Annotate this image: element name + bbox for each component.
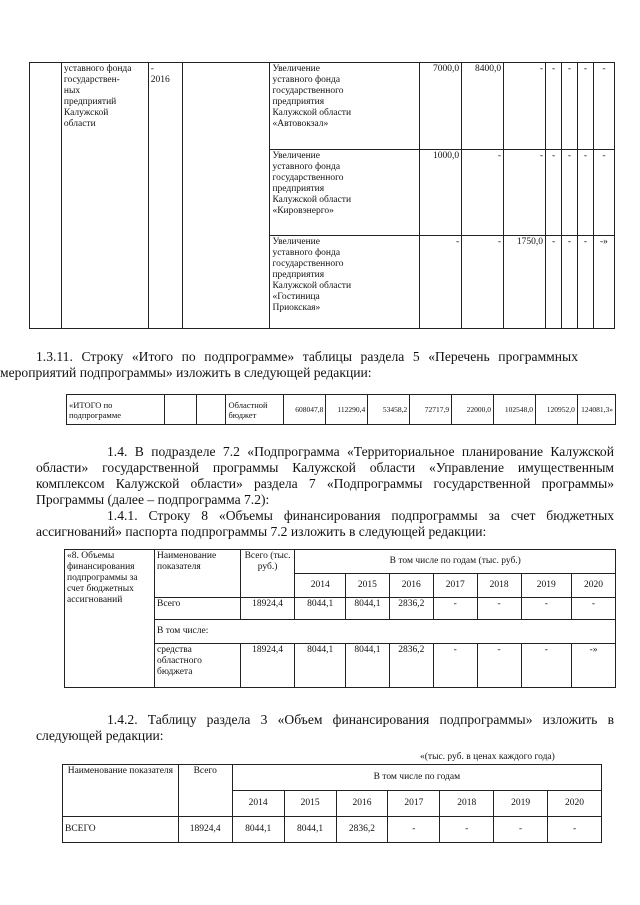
value-cell: 2836,2	[389, 644, 433, 688]
header-name: Наименование показателя	[63, 765, 179, 817]
table-row	[30, 63, 615, 150]
value-cell: -	[477, 598, 521, 620]
row-name: ВСЕГО	[63, 817, 179, 843]
cell-desc	[270, 63, 420, 150]
value-cell: -	[504, 150, 546, 236]
desc-line: уставного фонда	[272, 248, 341, 258]
value-cell: -	[494, 817, 548, 843]
year-header: 2018	[440, 791, 494, 817]
value-cell: -	[577, 150, 593, 236]
year-text: 2016	[150, 75, 170, 85]
desc-line: Увеличение	[272, 64, 320, 74]
year-header: 2019	[494, 791, 548, 817]
value-cell: -	[572, 598, 616, 620]
value-cell: 608047,8	[284, 395, 326, 425]
desc-line: государственного	[272, 86, 344, 96]
value-cell: 22000,0	[452, 395, 494, 425]
paragraph-1-4: 1.4. В подразделе 7.2 «Подпрограмма «Территориальное планирование Калужской области» государственной программы Калужской области «Управление имущественным комплексом Калужской области» раздела 7 «Подпрограммы государственной программы» Программы (далее – подпрограмма 7.2):	[36, 444, 614, 507]
year-header: 2014	[295, 574, 345, 598]
paragraph-1-4-2: 1.4.2. Таблицу раздела 3 «Объем финансирования подпрограммы» изложить в следующей редакции:	[36, 712, 614, 743]
value-cell: -	[433, 644, 477, 688]
cell-empty	[196, 395, 226, 425]
desc-line: предприятия	[272, 97, 325, 107]
value-cell: 2836,2	[389, 598, 433, 620]
table-row	[65, 550, 616, 574]
year-header: 2017	[388, 791, 440, 817]
value-cell: -	[546, 236, 562, 329]
value-cell: -	[548, 817, 602, 843]
table-row	[63, 817, 602, 843]
value-cell: -	[562, 63, 578, 150]
value-cell: -	[562, 150, 578, 236]
row-total: 18924,4	[240, 644, 295, 688]
desc-line: Калужской области	[272, 195, 352, 205]
value-cell: -	[577, 63, 593, 150]
source-cell: Областной бюджет	[226, 395, 284, 425]
value-cell: 2836,2	[336, 817, 388, 843]
value-cell: -»	[572, 644, 616, 688]
row-name: В том числе:	[155, 620, 616, 644]
year-header: 2020	[548, 791, 602, 817]
desc-line: «Кировэнерго»	[272, 206, 334, 216]
value-cell: -	[440, 817, 494, 843]
value-cell: 1750,0	[504, 236, 546, 329]
year-header: 2016	[336, 791, 388, 817]
year-header: 2014	[232, 791, 284, 817]
table-row	[63, 765, 602, 791]
value-cell: 8044,1	[284, 817, 336, 843]
value-cell: -	[504, 63, 546, 150]
dash-text: -	[150, 64, 154, 74]
cell-desc	[270, 236, 420, 329]
value-cell: -	[577, 236, 593, 329]
value-cell: -	[593, 63, 614, 150]
cell-desc	[270, 150, 420, 236]
paragraph-1-3-11: 1.3.11. Строку «Итого по подпрограмме» таблицы раздела 5 «Перечень программных мероприятий подпрограммы» изложить в следующей редакции:	[0, 349, 578, 380]
units-note: «(тыс. руб. в ценах каждого года)	[420, 752, 555, 762]
table-row	[67, 395, 616, 425]
value-cell: -	[562, 236, 578, 329]
cell-empty	[164, 395, 196, 425]
table-total-subprogram	[66, 394, 616, 425]
value-cell: -	[546, 63, 562, 150]
value-cell: -	[433, 598, 477, 620]
desc-line: Увеличение	[272, 151, 320, 161]
year-header: 2019	[521, 574, 571, 598]
desc-line: Увеличение	[272, 237, 320, 247]
cell-empty	[30, 63, 62, 329]
name-line: предприятий	[63, 97, 117, 107]
value-cell: 8400,0	[462, 63, 504, 150]
table-subprogram-financing	[62, 764, 602, 843]
value-cell: -	[546, 150, 562, 236]
header-total: Всего (тыс. руб.)	[240, 550, 295, 598]
cell-name	[61, 63, 148, 329]
row-total: 18924,4	[240, 598, 295, 620]
value-cell: -	[521, 598, 571, 620]
desc-line: уставного фонда	[272, 162, 341, 172]
desc-line: предприятия	[272, 270, 325, 280]
value-cell: 53458,2	[368, 395, 410, 425]
value-cell: 112290,4	[326, 395, 368, 425]
table-passport-financing	[64, 549, 616, 688]
desc-line: Калужской области	[272, 281, 352, 291]
value-cell: 102548,0	[494, 395, 536, 425]
name-line: ных	[63, 86, 81, 96]
name-line: Калужской	[63, 108, 109, 118]
year-header: 2015	[284, 791, 336, 817]
value-cell: -»	[593, 236, 614, 329]
header-years: В том числе по годам	[232, 765, 601, 791]
year-header: 2020	[572, 574, 616, 598]
year-header: 2015	[345, 574, 389, 598]
name-line: государствен-	[63, 75, 120, 85]
value-cell: 120952,0	[535, 395, 577, 425]
value-cell: 1000,0	[420, 150, 462, 236]
value-cell: -	[477, 644, 521, 688]
value-cell: 8044,1	[345, 644, 389, 688]
row-name: средства областного бюджета	[155, 644, 241, 688]
desc-line: Калужской области	[272, 108, 352, 118]
value-cell: 72717,9	[410, 395, 452, 425]
value-cell: -	[462, 150, 504, 236]
desc-line: «Автовокзал»	[272, 119, 329, 129]
value-cell: 8044,1	[345, 598, 389, 620]
row-name: Всего	[155, 598, 241, 620]
year-header: 2017	[433, 574, 477, 598]
desc-line: государственного	[272, 173, 344, 183]
cell-empty	[182, 63, 270, 329]
value-cell: -	[388, 817, 440, 843]
paragraph-1-4-1: 1.4.1. Строку 8 «Объемы финансирования подпрограммы за счет бюджетных ассигнований» паспорта подпрограммы 7.2 изложить в следующей редакции:	[36, 508, 614, 539]
table-capital-increase	[29, 62, 615, 329]
name-line: уставного фонда	[63, 64, 132, 74]
header-name: Наименование показателя	[155, 550, 241, 598]
year-header: 2016	[389, 574, 433, 598]
value-cell: 7000,0	[420, 63, 462, 150]
desc-line: государственного	[272, 259, 344, 269]
value-cell: 124081,3»	[577, 395, 615, 425]
desc-line: предприятия	[272, 184, 325, 194]
name-line: области	[63, 119, 96, 129]
year-header: 2018	[477, 574, 521, 598]
value-cell: -	[462, 236, 504, 329]
cell-year	[148, 63, 182, 329]
value-cell: 8044,1	[232, 817, 284, 843]
value-cell: -	[420, 236, 462, 329]
header-total: Всего	[178, 765, 232, 817]
value-cell: 8044,1	[295, 598, 345, 620]
value-cell: 8044,1	[295, 644, 345, 688]
total-label: «ИТОГО по подпрограмме	[67, 395, 165, 425]
value-cell: -	[593, 150, 614, 236]
row-total: 18924,4	[178, 817, 232, 843]
desc-line: уставного фонда	[272, 75, 341, 85]
value-cell: -	[521, 644, 571, 688]
desc-line: Приокская»	[272, 303, 321, 313]
row-label-cell: «8. Объемы финансирования подпрограммы за счет бюджетных ассигнований	[65, 550, 155, 688]
desc-line: «Гостиница	[272, 292, 320, 302]
header-years: В том числе по годам (тыс. руб.)	[295, 550, 616, 574]
